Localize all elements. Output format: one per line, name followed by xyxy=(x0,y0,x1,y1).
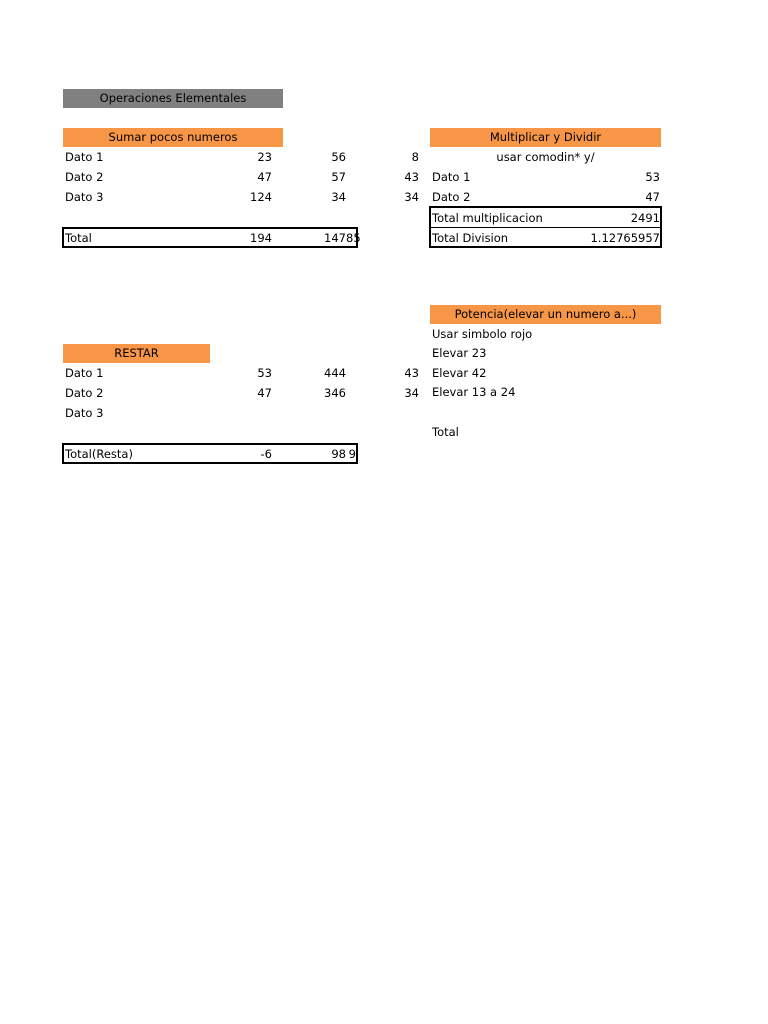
restar-row-1 xyxy=(63,363,419,383)
value-cell: 43 xyxy=(404,170,419,184)
multiplicar-header: Multiplicar y Dividir xyxy=(430,128,661,147)
potencia-line: Elevar 13 a 24 xyxy=(432,385,516,399)
value-cell: 34 xyxy=(404,386,419,400)
value-cell: 124 xyxy=(250,190,272,204)
row-label: Dato 3 xyxy=(65,190,104,204)
multiplicar-row-1 xyxy=(430,167,661,187)
multiplicar-note: usar comodin* y/ xyxy=(496,150,595,164)
value-cell: 57 xyxy=(331,170,346,184)
row-label: Dato 1 xyxy=(65,150,104,164)
row-label: Dato 3 xyxy=(65,406,104,420)
total-label: Total(Resta) xyxy=(65,447,133,461)
value-cell: 53 xyxy=(257,366,272,380)
potencia-line: Elevar 42 xyxy=(432,366,487,380)
total-value: 98 xyxy=(331,447,346,461)
total-label: Total Division xyxy=(432,231,509,245)
potencia-line: Elevar 23 xyxy=(432,346,487,360)
value-cell: 47 xyxy=(257,170,272,184)
multiplicar-totals xyxy=(429,206,662,248)
value-cell: 8 xyxy=(411,150,419,164)
total-value: 194 xyxy=(250,231,272,245)
value-cell: 346 xyxy=(324,386,346,400)
row-label: Dato 1 xyxy=(432,170,471,184)
restar-row-3 xyxy=(63,403,358,423)
total-value: 147 xyxy=(324,231,346,245)
potencia-line: Usar simbolo rojo xyxy=(432,327,533,341)
value-cell: 43 xyxy=(404,366,419,380)
sumar-row-2 xyxy=(63,167,419,187)
total-value: 9 xyxy=(348,447,356,461)
total-division-row xyxy=(431,228,660,248)
row-label: Dato 1 xyxy=(65,366,104,380)
total-label: Total multiplicacion xyxy=(432,211,543,225)
potencia-total-label: Total xyxy=(432,425,459,439)
value-cell: 47 xyxy=(257,386,272,400)
total-value: 1.12765957 xyxy=(590,231,660,245)
row-label: Dato 2 xyxy=(432,190,471,204)
row-label: Dato 2 xyxy=(65,386,104,400)
total-multiplicacion-row xyxy=(431,208,660,228)
sumar-total-row xyxy=(62,227,361,248)
total-label: Total xyxy=(65,231,92,245)
potencia-header: Potencia(elevar un numero a...) xyxy=(430,305,661,324)
value-cell: 444 xyxy=(324,366,346,380)
value-cell: 53 xyxy=(645,170,660,184)
value-cell: 47 xyxy=(645,190,660,204)
total-value: 2491 xyxy=(630,211,660,225)
restar-header: RESTAR xyxy=(63,344,210,363)
sheet-title: Operaciones Elementales xyxy=(63,89,283,108)
row-label: Dato 2 xyxy=(65,170,104,184)
value-cell: 23 xyxy=(257,150,272,164)
sumar-row-3 xyxy=(63,187,419,207)
restar-row-2 xyxy=(63,383,419,403)
sumar-header: Sumar pocos numeros xyxy=(63,128,283,147)
value-cell: 34 xyxy=(404,190,419,204)
value-cell: 34 xyxy=(331,190,346,204)
restar-total-row xyxy=(62,443,358,464)
total-value: -6 xyxy=(260,447,272,461)
multiplicar-row-2 xyxy=(430,187,661,207)
total-value: 85 xyxy=(346,231,361,245)
value-cell: 56 xyxy=(331,150,346,164)
sumar-row-1 xyxy=(63,147,419,167)
